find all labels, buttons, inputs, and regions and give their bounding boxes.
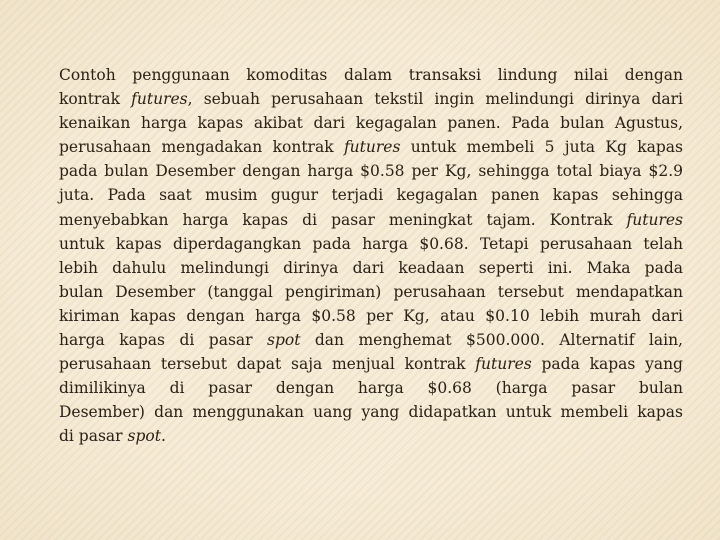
text-line: [59, 183, 683, 207]
text-run: dimilikinya di pasar dengan harga $0.68 (harga pasar bulan: [59, 379, 683, 398]
text-run: kontrak: [59, 90, 132, 109]
text-run: perusahaan mengadakan kontrak: [59, 138, 344, 157]
text-line: [59, 135, 683, 159]
text-run: untuk kapas diperdagangkan pada harga $0.68. Tetapi perusahaan telah: [59, 234, 683, 253]
text-line: [59, 159, 683, 183]
text-line: [59, 328, 683, 352]
text-run: pada kapas yang: [531, 355, 683, 374]
text-run: , sebuah perusahaan tekstil ingin melindungi dirinya dari: [187, 90, 683, 109]
text-run: perusahaan tersebut dapat saja menjual kontrak: [59, 355, 476, 374]
text-line: [59, 232, 683, 256]
text-run: kiriman kapas dengan harga $0.58 per Kg, atau $0.10 lebih murah dari: [59, 306, 683, 325]
text-line: [59, 376, 683, 400]
text-run: menyebabkan harga kapas di pasar meningkat tajam. Kontrak: [59, 210, 627, 229]
text-run: Contoh penggunaan komoditas dalam transaksi lindung nilai dengan: [59, 66, 683, 84]
text-run: lebih dahulu melindungi dirinya dari keadaan seperti ini. Maka pada: [59, 258, 683, 277]
text-run: .: [160, 427, 166, 446]
body-paragraph: [59, 63, 683, 449]
italic-term: futures: [343, 138, 401, 157]
italic-term: futures: [475, 355, 532, 374]
text-line: [59, 352, 683, 376]
italic-term: futures: [131, 90, 188, 109]
text-line: [59, 304, 683, 328]
text-run: pada bulan Desember dengan harga $0.58 per Kg, sehingga total biaya $2.9: [59, 162, 683, 181]
text-run: bulan Desember (tanggal pengiriman) perusahaan tersebut mendapatkan: [59, 282, 683, 301]
text-run: di pasar: [59, 427, 128, 446]
text-line: [59, 111, 683, 135]
text-run: harga kapas di pasar: [59, 331, 267, 350]
text-run: dan menghemat $500.000. Alternatif lain,: [300, 331, 683, 350]
italic-term: futures: [626, 210, 683, 229]
text-line: [59, 63, 683, 87]
text-run: kenaikan harga kapas akibat dari kegagalan panen. Pada bulan Agustus,: [59, 114, 683, 133]
text-line: [59, 400, 683, 424]
italic-term: spot: [267, 331, 301, 350]
text-line: [59, 424, 683, 448]
text-line: [59, 256, 683, 280]
text-line: [59, 208, 683, 232]
text-line: [59, 280, 683, 304]
italic-term: spot: [127, 427, 161, 446]
text-run: untuk membeli 5 juta Kg kapas: [400, 138, 683, 157]
text-run: Desember) dan menggunakan uang yang didapatkan untuk membeli kapas: [59, 403, 683, 422]
text-line: [59, 87, 683, 111]
text-run: juta. Pada saat musim gugur terjadi kegagalan panen kapas sehingga: [59, 186, 683, 205]
